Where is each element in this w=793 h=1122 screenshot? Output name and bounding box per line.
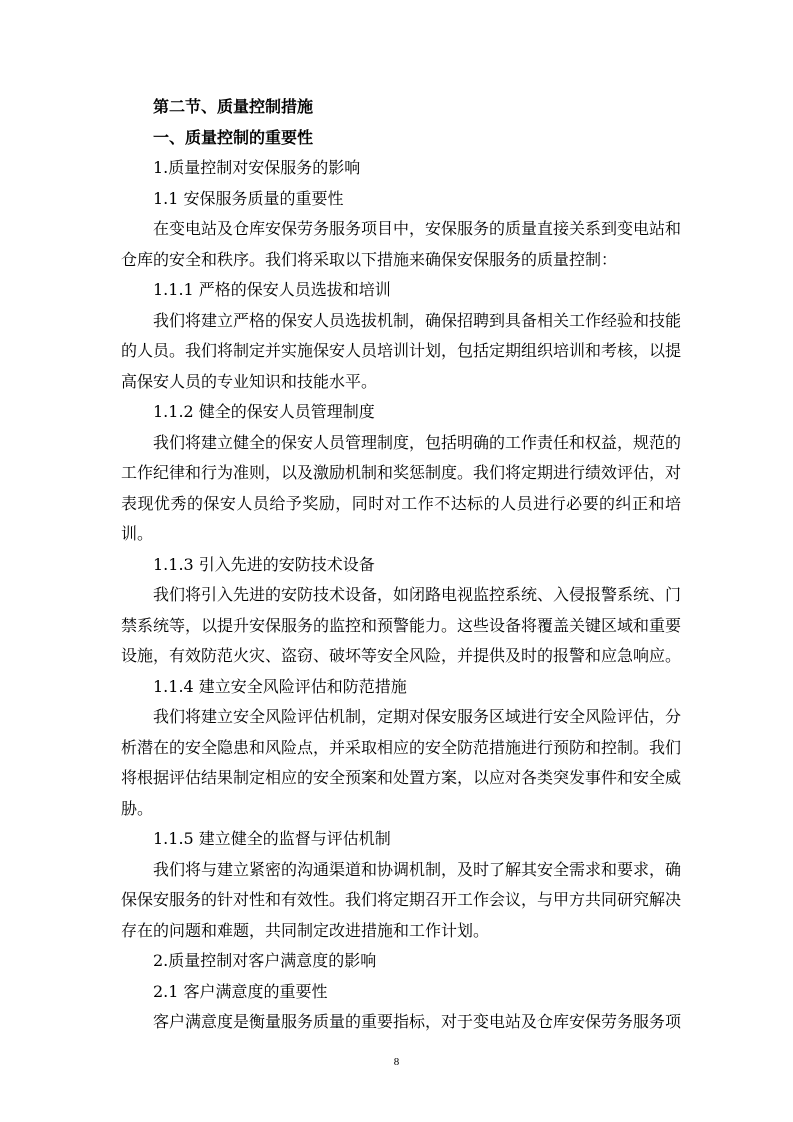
subheading-2-1: 2.1 客户满意度的重要性: [153, 981, 328, 1001]
subheading-1-1-5: 1.1.5 建立健全的监督与评估机制: [153, 829, 391, 848]
subheading-1-1-2: 1.1.2 健全的保安人员管理制度: [153, 402, 375, 421]
subheading-2: 2.质量控制对客户满意度的影响: [153, 951, 377, 970]
subheading-1-1-1: 1.1.1 严格的保安人员选拔和培训: [153, 280, 391, 299]
subheading-1-1: 1.1 安保服务质量的重要性: [153, 188, 344, 208]
paragraph-5: 我们将建立安全风险评估机制，定期对保安服务区域进行安全风险评估，分析潜在的安全隐患和风险点，并采取相应的安全防范措施进行预防和控制。我们将根据评估结果制定相应的安全预案和处置方案，以应对各类突发事件和安全威胁。: [121, 707, 682, 818]
paragraph-4: 我们将引入先进的安防技术设备，如闭路电视监控系统、入侵报警系统、门禁系统等，以提升安保服务的监控和预警能力。这些设备将覆盖关键区域和重要设施，有效防范火灾、盗窃、破坏等安全风险，并提供及时的报警和应急响应。: [121, 585, 682, 665]
subheading-1-1-4: 1.1.4 建立安全风险评估和防范措施: [153, 676, 407, 696]
paragraph-6: 我们将与建立紧密的沟通渠道和协调机制，及时了解其安全需求和要求，确保保安服务的针对性和有效性。我们将定期召开工作会议，与甲方共同研究解决存在的问题和难题，共同制定改进措施和工作计划。: [121, 859, 682, 940]
paragraph-2: 我们将建立严格的保安人员选拔机制，确保招聘到具备相关工作经验和技能的人员。我们将制定并实施保安人员培训计划，包括定期组织培训和考核，以提高保安人员的专业知识和技能水平。: [121, 310, 682, 391]
paragraph-3: 我们将建立健全的保安人员管理制度，包括明确的工作责任和权益，规范的工作纪律和行为准则，以及激励机制和奖惩制度。我们将定期进行绩效评估，对表现优秀的保安人员给予奖励，同时对工作不达标的人员进行必要的纠正和培训。: [121, 432, 682, 543]
subheading-1: 1.质量控制对安保服务的影响: [153, 158, 361, 177]
subheading-1-1-3: 1.1.3 引入先进的安防技术设备: [153, 554, 375, 574]
page-number: 8: [393, 1056, 400, 1068]
paragraph-7: 客户满意度是衡量服务质量的重要指标，对于变电站及仓库安保劳务服务项: [153, 1012, 682, 1031]
section-title: 第二节、质量控制措施: [153, 97, 314, 116]
heading-importance: 一、质量控制的重要性: [153, 127, 314, 147]
document-body: [121, 92, 681, 1038]
paragraph-1: 在变电站及仓库安保劳务服务项目中，安保服务的质量直接关系到变电站和仓库的安全和秩序。我们将采取以下措施来确保安保服务的质量控制：: [121, 219, 682, 269]
